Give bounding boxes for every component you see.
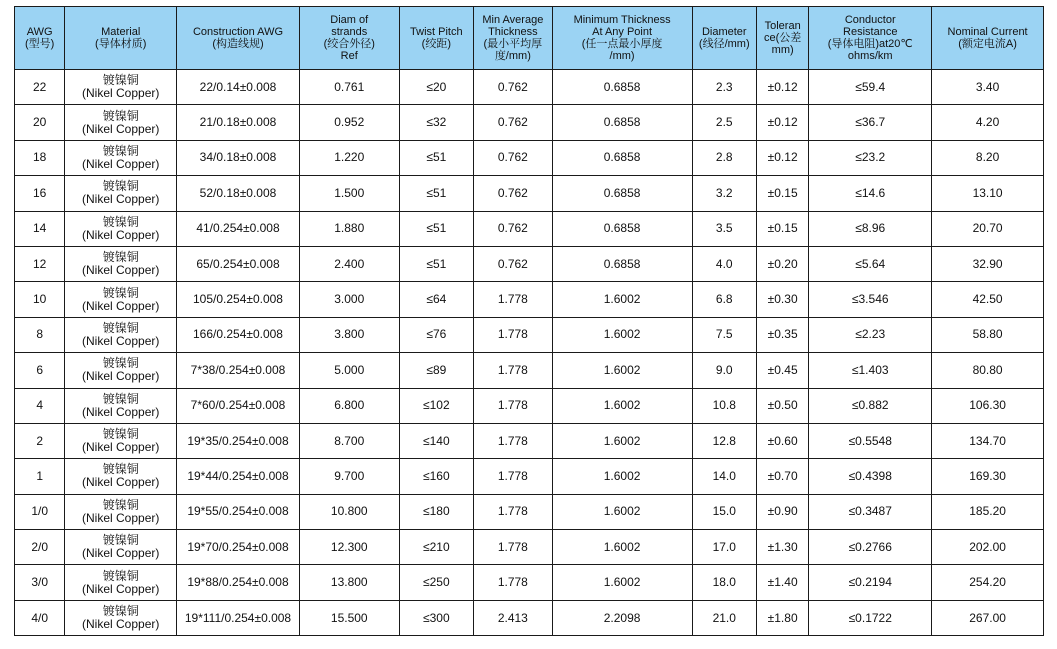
twist-pitch-cell: ≤140 (399, 423, 474, 458)
min-thickness-any-point-cell: 1.6002 (552, 282, 692, 317)
tolerance-cell: ±0.15 (756, 211, 808, 246)
column-header-line: Resistance (843, 26, 898, 38)
material-english: (Nikel Copper) (82, 333, 160, 348)
material-cell (65, 494, 177, 529)
twist-pitch-cell: ≤160 (399, 459, 474, 494)
column-header-line: Construction AWG (192, 26, 284, 38)
nominal-current-cell: 58.80 (932, 317, 1044, 352)
awg-cell: 8 (15, 317, 65, 352)
diameter-cell: 21.0 (692, 600, 756, 635)
material-chinese: 镀镍铜 (102, 320, 139, 335)
column-header-line: (绞合外径) (323, 38, 375, 50)
tolerance-cell: ±0.12 (756, 105, 808, 140)
tolerance-cell: ±0.35 (756, 317, 808, 352)
column-header-line: (最小平均厚 (483, 38, 543, 50)
conductor-resistance-cell: ≤0.1722 (809, 600, 932, 635)
min-thickness-any-point-cell: 1.6002 (552, 494, 692, 529)
tolerance-cell: ±0.20 (756, 246, 808, 281)
twist-pitch-cell: ≤210 (399, 530, 474, 565)
material-cell (65, 140, 177, 175)
material-cell (65, 565, 177, 600)
column-header-line: (型号) (25, 38, 55, 50)
material-cell (65, 423, 177, 458)
twist-pitch-cell: ≤180 (399, 494, 474, 529)
twist-pitch-cell: ≤76 (399, 317, 474, 352)
column-header-line: ohms/km (847, 50, 893, 62)
awg-cell: 4/0 (15, 600, 65, 635)
conductor-resistance-cell: ≤8.96 (809, 211, 932, 246)
nominal-current-cell: 8.20 (932, 140, 1044, 175)
strand-diameter-cell: 1.500 (299, 176, 399, 211)
nominal-current-cell: 3.40 (932, 70, 1044, 105)
min-average-thickness-cell: 1.778 (474, 494, 553, 529)
table-row (15, 211, 1044, 246)
tolerance-cell: ±0.60 (756, 423, 808, 458)
strand-diameter-cell: 9.700 (299, 459, 399, 494)
nominal-current-cell: 80.80 (932, 353, 1044, 388)
twist-pitch-cell: ≤32 (399, 105, 474, 140)
conductor-resistance-cell: ≤0.4398 (809, 459, 932, 494)
construction-cell: 19*44/0.254±0.008 (177, 459, 300, 494)
table-row (15, 423, 1044, 458)
column-header-line: (任一点最小厚度 (581, 38, 663, 50)
construction-cell: 19*55/0.254±0.008 (177, 494, 300, 529)
twist-pitch-cell: ≤51 (399, 246, 474, 281)
column-header-line: Diam of (330, 14, 369, 26)
material-english: (Nikel Copper) (82, 440, 160, 455)
column-header-line: /mm) (609, 50, 635, 62)
awg-cell: 18 (15, 140, 65, 175)
awg-cell: 22 (15, 70, 65, 105)
diameter-cell: 6.8 (692, 282, 756, 317)
min-average-thickness-cell: 1.778 (474, 353, 553, 388)
tolerance-cell: ±0.45 (756, 353, 808, 388)
column-header (474, 7, 553, 70)
material-english: (Nikel Copper) (82, 404, 160, 419)
conductor-resistance-cell: ≤0.5548 (809, 423, 932, 458)
construction-cell: 7*38/0.254±0.008 (177, 353, 300, 388)
construction-cell: 41/0.254±0.008 (177, 211, 300, 246)
column-header-line: strands (331, 26, 368, 38)
min-average-thickness-cell: 1.778 (474, 530, 553, 565)
column-header (299, 7, 399, 70)
construction-cell: 166/0.254±0.008 (177, 317, 300, 352)
table-row (15, 70, 1044, 105)
material-cell (65, 282, 177, 317)
material-english: (Nikel Copper) (82, 263, 160, 278)
diameter-cell: 2.8 (692, 140, 756, 175)
material-chinese: 镀镍铜 (102, 73, 139, 88)
awg-cell: 4 (15, 388, 65, 423)
material-cell (65, 246, 177, 281)
min-average-thickness-cell: 2.413 (474, 600, 553, 635)
awg-cell: 16 (15, 176, 65, 211)
nominal-current-cell: 267.00 (932, 600, 1044, 635)
column-header (177, 7, 300, 70)
min-thickness-any-point-cell: 1.6002 (552, 317, 692, 352)
strand-diameter-cell: 6.800 (299, 388, 399, 423)
strand-diameter-cell: 2.400 (299, 246, 399, 281)
twist-pitch-cell: ≤20 (399, 70, 474, 105)
material-cell (65, 317, 177, 352)
material-chinese: 镀镍铜 (102, 462, 139, 477)
material-english: (Nikel Copper) (82, 617, 160, 632)
conductor-resistance-cell: ≤2.23 (809, 317, 932, 352)
awg-cell: 2/0 (15, 530, 65, 565)
twist-pitch-cell: ≤51 (399, 140, 474, 175)
diameter-cell: 4.0 (692, 246, 756, 281)
table-row (15, 600, 1044, 635)
nominal-current-cell: 134.70 (932, 423, 1044, 458)
conductor-resistance-cell: ≤3.546 (809, 282, 932, 317)
min-thickness-any-point-cell: 0.6858 (552, 246, 692, 281)
awg-spec-table (14, 6, 1044, 636)
twist-pitch-cell: ≤250 (399, 565, 474, 600)
table-header-row (15, 7, 1044, 70)
nominal-current-cell: 4.20 (932, 105, 1044, 140)
material-english: (Nikel Copper) (82, 227, 160, 242)
column-header-line: AWG (26, 26, 53, 38)
diameter-cell: 15.0 (692, 494, 756, 529)
material-chinese: 镀镍铜 (102, 568, 139, 583)
tolerance-cell: ±0.12 (756, 140, 808, 175)
material-english: (Nikel Copper) (82, 475, 160, 490)
min-thickness-any-point-cell: 1.6002 (552, 565, 692, 600)
tolerance-cell: ±1.40 (756, 565, 808, 600)
column-header (399, 7, 474, 70)
diameter-cell: 14.0 (692, 459, 756, 494)
nominal-current-cell: 254.20 (932, 565, 1044, 600)
diameter-cell: 2.3 (692, 70, 756, 105)
diameter-cell: 17.0 (692, 530, 756, 565)
diameter-cell: 2.5 (692, 105, 756, 140)
awg-cell: 1/0 (15, 494, 65, 529)
column-header (756, 7, 808, 70)
material-cell (65, 353, 177, 388)
column-header-line: (导体电阻)at20℃ (827, 38, 913, 50)
material-cell (65, 176, 177, 211)
material-chinese: 镀镍铜 (102, 250, 139, 265)
awg-cell: 20 (15, 105, 65, 140)
material-english: (Nikel Copper) (82, 86, 160, 101)
awg-cell: 6 (15, 353, 65, 388)
tolerance-cell: ±0.30 (756, 282, 808, 317)
construction-cell: 19*111/0.254±0.008 (177, 600, 300, 635)
min-thickness-any-point-cell: 0.6858 (552, 105, 692, 140)
min-average-thickness-cell: 1.778 (474, 565, 553, 600)
nominal-current-cell: 32.90 (932, 246, 1044, 281)
conductor-resistance-cell: ≤36.7 (809, 105, 932, 140)
min-average-thickness-cell: 1.778 (474, 282, 553, 317)
column-header-line: (绞距) (421, 38, 451, 50)
conductor-resistance-cell: ≤1.403 (809, 353, 932, 388)
column-header-line: mm) (771, 44, 794, 56)
table-row (15, 494, 1044, 529)
column-header-line: (构造线规) (212, 38, 264, 50)
column-header-line: At Any Point (592, 26, 653, 38)
diameter-cell: 7.5 (692, 317, 756, 352)
strand-diameter-cell: 0.761 (299, 70, 399, 105)
table-row (15, 176, 1044, 211)
awg-cell: 12 (15, 246, 65, 281)
column-header-line: Material (101, 26, 141, 38)
diameter-cell: 12.8 (692, 423, 756, 458)
material-cell (65, 105, 177, 140)
min-average-thickness-cell: 0.762 (474, 176, 553, 211)
table-row (15, 530, 1044, 565)
construction-cell: 7*60/0.254±0.008 (177, 388, 300, 423)
twist-pitch-cell: ≤51 (399, 176, 474, 211)
diameter-cell: 3.5 (692, 211, 756, 246)
conductor-resistance-cell: ≤5.64 (809, 246, 932, 281)
diameter-cell: 18.0 (692, 565, 756, 600)
material-english: (Nikel Copper) (82, 156, 160, 171)
twist-pitch-cell: ≤102 (399, 388, 474, 423)
table-body (15, 70, 1044, 636)
construction-cell: 19*35/0.254±0.008 (177, 423, 300, 458)
column-header-line: (导体材质) (95, 38, 147, 50)
nominal-current-cell: 20.70 (932, 211, 1044, 246)
conductor-resistance-cell: ≤14.6 (809, 176, 932, 211)
strand-diameter-cell: 8.700 (299, 423, 399, 458)
diameter-cell: 10.8 (692, 388, 756, 423)
strand-diameter-cell: 1.880 (299, 211, 399, 246)
construction-cell: 19*88/0.254±0.008 (177, 565, 300, 600)
material-cell (65, 600, 177, 635)
material-cell (65, 70, 177, 105)
strand-diameter-cell: 3.800 (299, 317, 399, 352)
min-average-thickness-cell: 0.762 (474, 70, 553, 105)
awg-cell: 10 (15, 282, 65, 317)
material-cell (65, 211, 177, 246)
strand-diameter-cell: 5.000 (299, 353, 399, 388)
column-header-line: Ref (340, 50, 358, 62)
nominal-current-cell: 169.30 (932, 459, 1044, 494)
table-row (15, 140, 1044, 175)
material-chinese: 镀镍铜 (102, 533, 139, 548)
conductor-resistance-cell: ≤0.2194 (809, 565, 932, 600)
min-average-thickness-cell: 0.762 (474, 246, 553, 281)
column-header (809, 7, 932, 70)
construction-cell: 22/0.14±0.008 (177, 70, 300, 105)
min-thickness-any-point-cell: 2.2098 (552, 600, 692, 635)
table-row (15, 282, 1044, 317)
table-row (15, 565, 1044, 600)
nominal-current-cell: 202.00 (932, 530, 1044, 565)
construction-cell: 52/0.18±0.008 (177, 176, 300, 211)
column-header-line: (额定电流A) (958, 38, 1017, 50)
conductor-resistance-cell: ≤23.2 (809, 140, 932, 175)
min-thickness-any-point-cell: 1.6002 (552, 530, 692, 565)
strand-diameter-cell: 3.000 (299, 282, 399, 317)
table-row (15, 459, 1044, 494)
construction-cell: 21/0.18±0.008 (177, 105, 300, 140)
table-row (15, 246, 1044, 281)
strand-diameter-cell: 15.500 (299, 600, 399, 635)
min-thickness-any-point-cell: 1.6002 (552, 388, 692, 423)
material-chinese: 镀镍铜 (102, 143, 139, 158)
twist-pitch-cell: ≤89 (399, 353, 474, 388)
tolerance-cell: ±0.70 (756, 459, 808, 494)
column-header (692, 7, 756, 70)
column-header-line: Twist Pitch (410, 26, 463, 38)
table-row (15, 388, 1044, 423)
column-header (65, 7, 177, 70)
construction-cell: 105/0.254±0.008 (177, 282, 300, 317)
column-header-line: Thickness (488, 26, 538, 38)
column-header (552, 7, 692, 70)
material-english: (Nikel Copper) (82, 546, 160, 561)
column-header-line: ce(公差 (764, 32, 802, 44)
material-english: (Nikel Copper) (82, 510, 160, 525)
min-average-thickness-cell: 1.778 (474, 423, 553, 458)
strand-diameter-cell: 1.220 (299, 140, 399, 175)
column-header (15, 7, 65, 70)
twist-pitch-cell: ≤300 (399, 600, 474, 635)
tolerance-cell: ±0.15 (756, 176, 808, 211)
tolerance-cell: ±0.50 (756, 388, 808, 423)
min-thickness-any-point-cell: 0.6858 (552, 176, 692, 211)
material-chinese: 镀镍铜 (102, 391, 139, 406)
table-row (15, 353, 1044, 388)
tolerance-cell: ±1.30 (756, 530, 808, 565)
conductor-resistance-cell: ≤0.2766 (809, 530, 932, 565)
material-english: (Nikel Copper) (82, 298, 160, 313)
diameter-cell: 3.2 (692, 176, 756, 211)
awg-cell: 2 (15, 423, 65, 458)
material-chinese: 镀镍铜 (102, 214, 139, 229)
construction-cell: 19*70/0.254±0.008 (177, 530, 300, 565)
conductor-resistance-cell: ≤0.882 (809, 388, 932, 423)
column-header-line: Min Average (482, 14, 544, 26)
conductor-resistance-cell: ≤59.4 (809, 70, 932, 105)
awg-cell: 14 (15, 211, 65, 246)
strand-diameter-cell: 10.800 (299, 494, 399, 529)
nominal-current-cell: 13.10 (932, 176, 1044, 211)
twist-pitch-cell: ≤51 (399, 211, 474, 246)
material-chinese: 镀镍铜 (102, 604, 139, 619)
column-header-line: Nominal Current (947, 26, 1028, 38)
tolerance-cell: ±0.12 (756, 70, 808, 105)
awg-cell: 3/0 (15, 565, 65, 600)
column-header-line: Minimum Thickness (573, 14, 671, 26)
column-header-line: Conductor (844, 14, 896, 26)
tolerance-cell: ±0.90 (756, 494, 808, 529)
conductor-resistance-cell: ≤0.3487 (809, 494, 932, 529)
column-header-line: 度/mm) (494, 50, 531, 62)
min-average-thickness-cell: 0.762 (474, 105, 553, 140)
min-thickness-any-point-cell: 1.6002 (552, 423, 692, 458)
material-cell (65, 388, 177, 423)
min-thickness-any-point-cell: 0.6858 (552, 70, 692, 105)
table-row (15, 105, 1044, 140)
min-thickness-any-point-cell: 1.6002 (552, 353, 692, 388)
strand-diameter-cell: 0.952 (299, 105, 399, 140)
material-chinese: 镀镍铜 (102, 285, 139, 300)
material-chinese: 镀镍铜 (102, 497, 139, 512)
construction-cell: 34/0.18±0.008 (177, 140, 300, 175)
min-average-thickness-cell: 1.778 (474, 459, 553, 494)
material-chinese: 镀镍铜 (102, 179, 139, 194)
nominal-current-cell: 106.30 (932, 388, 1044, 423)
min-average-thickness-cell: 1.778 (474, 388, 553, 423)
column-header-line: (线径/mm) (698, 38, 750, 50)
construction-cell: 65/0.254±0.008 (177, 246, 300, 281)
material-english: (Nikel Copper) (82, 581, 160, 596)
awg-cell: 1 (15, 459, 65, 494)
material-chinese: 镀镍铜 (102, 356, 139, 371)
column-header-line: Toleran (764, 20, 801, 32)
min-average-thickness-cell: 0.762 (474, 140, 553, 175)
column-header (932, 7, 1044, 70)
material-cell (65, 459, 177, 494)
min-thickness-any-point-cell: 0.6858 (552, 140, 692, 175)
material-english: (Nikel Copper) (82, 192, 160, 207)
min-average-thickness-cell: 0.762 (474, 211, 553, 246)
twist-pitch-cell: ≤64 (399, 282, 474, 317)
min-average-thickness-cell: 1.778 (474, 317, 553, 352)
diameter-cell: 9.0 (692, 353, 756, 388)
material-chinese: 镀镍铜 (102, 108, 139, 123)
material-chinese: 镀镍铜 (102, 427, 139, 442)
min-thickness-any-point-cell: 0.6858 (552, 211, 692, 246)
strand-diameter-cell: 13.800 (299, 565, 399, 600)
nominal-current-cell: 185.20 (932, 494, 1044, 529)
nominal-current-cell: 42.50 (932, 282, 1044, 317)
min-thickness-any-point-cell: 1.6002 (552, 459, 692, 494)
table-row (15, 317, 1044, 352)
material-english: (Nikel Copper) (82, 121, 160, 136)
tolerance-cell: ±1.80 (756, 600, 808, 635)
spec-table-container (14, 6, 1044, 636)
column-header-line: Diameter (701, 26, 747, 38)
material-cell (65, 530, 177, 565)
material-english: (Nikel Copper) (82, 369, 160, 384)
strand-diameter-cell: 12.300 (299, 530, 399, 565)
